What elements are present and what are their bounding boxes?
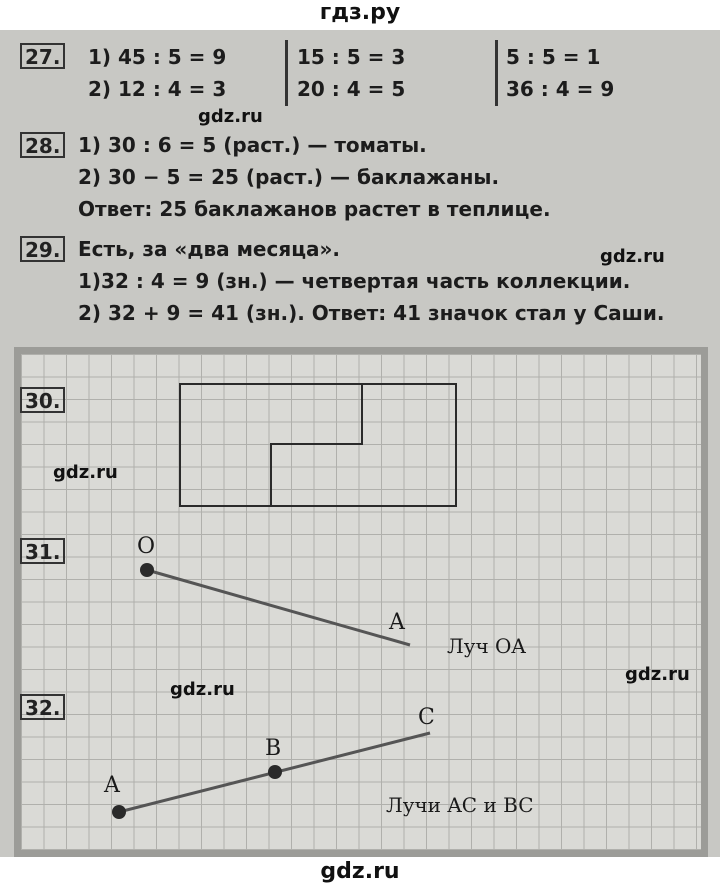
watermark-1: gdz.ru	[198, 106, 263, 127]
task-31-label-a: A	[389, 610, 405, 635]
task-27-col3-line2: 36 : 4 = 9	[506, 77, 615, 101]
task-29-line2: 1)32 : 4 = 9 (зн.) — четвертая часть коллекции.	[78, 269, 631, 293]
task-27-col1-line2: 2) 12 : 4 = 3	[88, 77, 227, 101]
task-31-point-o	[140, 563, 154, 577]
site-footer: gdz.ru	[0, 857, 720, 887]
task-32-label-a: A	[104, 773, 120, 798]
watermark-3: gdz.ru	[53, 462, 118, 483]
task-28-line3: Ответ: 25 баклажанов растет в теплице.	[78, 197, 551, 221]
task-27-col3-line1: 5 : 5 = 1	[506, 45, 601, 69]
task-32-label-b: B	[265, 736, 282, 761]
task-27-col2-line2: 20 : 4 = 5	[297, 77, 406, 101]
task-27-col2-line1: 15 : 5 = 3	[297, 45, 406, 69]
task-32-number: 32.	[20, 694, 65, 720]
task-27-number: 27.	[20, 43, 65, 69]
task-30-number: 30.	[20, 387, 65, 413]
watermark-4: gdz.ru	[625, 664, 690, 685]
task-32-point-b	[268, 765, 282, 779]
task-31-caption: Луч OA	[447, 634, 526, 658]
task-28-line1: 1) 30 : 6 = 5 (раст.) — томаты.	[78, 133, 427, 157]
watermark-5: gdz.ru	[170, 679, 235, 700]
task-31-label-o: O	[137, 534, 156, 559]
task-27-col1-line1: 1) 45 : 5 = 9	[88, 45, 227, 69]
task-30-inner-line	[271, 384, 362, 506]
task-29-number: 29.	[20, 236, 65, 262]
task-28-line2: 2) 30 − 5 = 25 (раст.) — баклажаны.	[78, 165, 500, 189]
task-29-line1: Есть, за «два месяца».	[78, 237, 341, 261]
task-28-number: 28.	[20, 132, 65, 158]
watermark-2: gdz.ru	[600, 246, 665, 267]
task-32-label-c: C	[418, 705, 435, 730]
task-32-point-a	[112, 805, 126, 819]
task-29-line3: 2) 32 + 9 = 41 (зн.). Ответ: 41 значок стал у Саши.	[78, 301, 665, 325]
task-31-number: 31.	[20, 538, 65, 564]
task-31-ray-oa	[147, 570, 410, 645]
site-header: гдз.ру	[0, 0, 720, 30]
task-32-caption: Лучи AC и BC	[386, 793, 534, 817]
